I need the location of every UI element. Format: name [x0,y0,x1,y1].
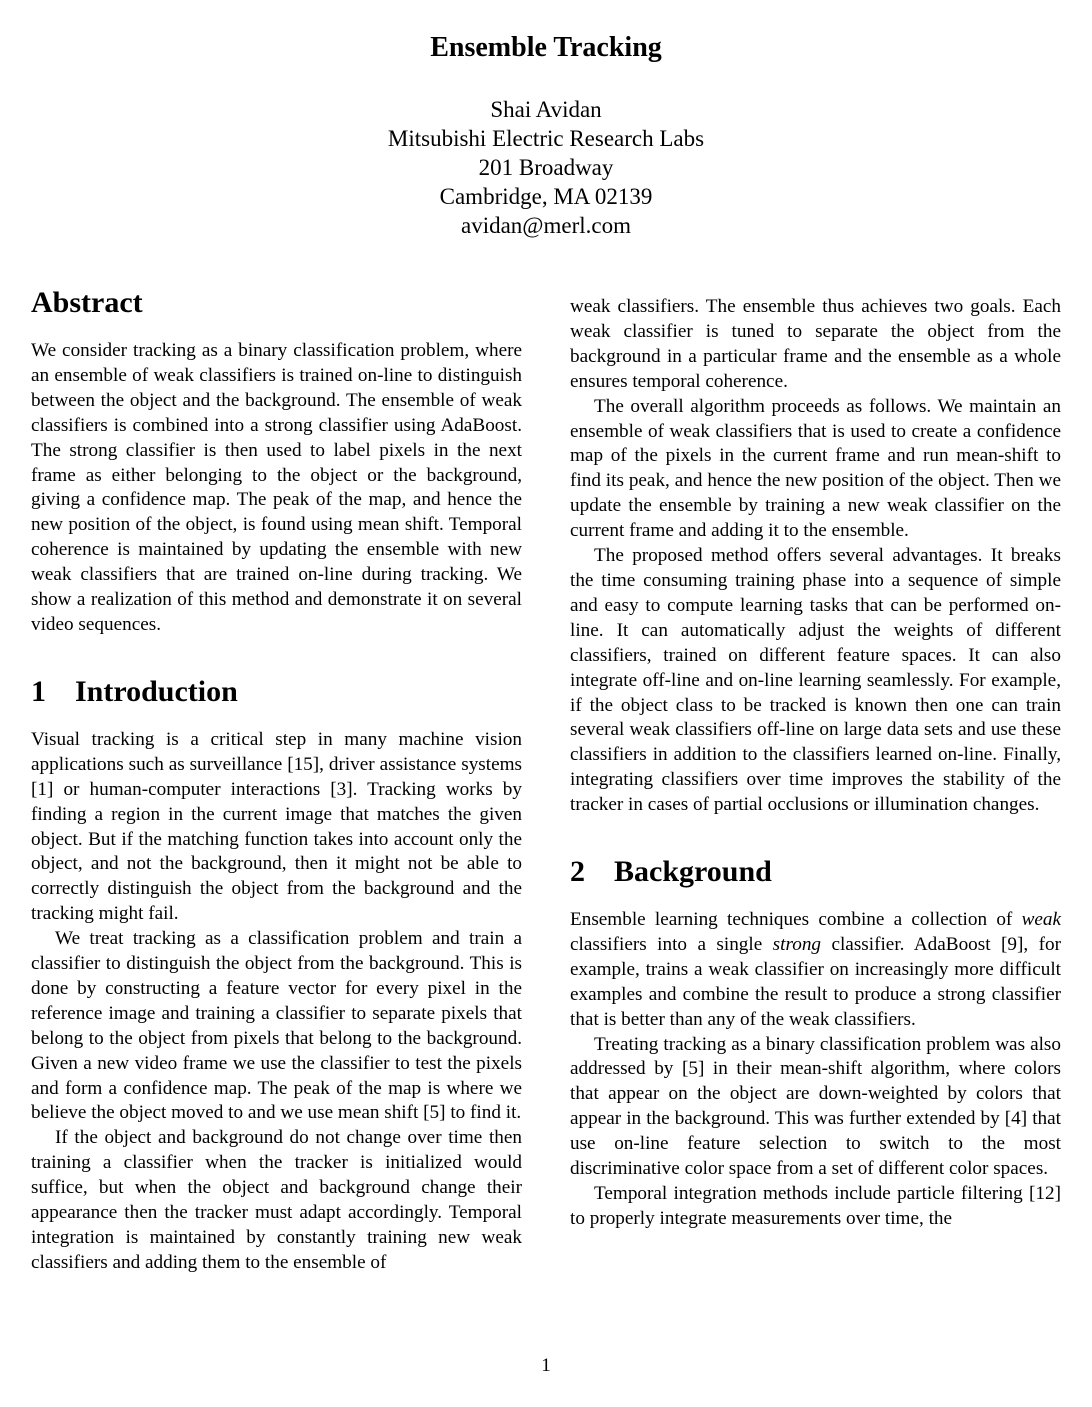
abstract-text: We consider tracking as a binary classification problem, where an ensemble of weak classifiers is trained on-line to distinguish between the object and the background. The ensemble of weak classifiers is combined into a strong classifier using AdaBoost. The strong classifier is then used to label pixels in the next frame as either belonging to the object or the background, giving a confidence map. The peak of the map, and hence the new position of the object, is found using mean shift. Temporal coherence is maintained by updating the ensemble with new weak classifiers that are trained on-line during tracking. We show a realization of this method and demonstrate it on several video sequences. [31,340,522,635]
background-paragraph-2: Treating tracking as a binary classification problem was also addressed by [5] in their mean-shift algorithm, where colors that appear on the object are down-weighted by colors that appear in the background. This was further extended by [4] that use on-line feature selection to switch to the most discriminative color space from a set of different color spaces. [570,1033,1061,1180]
intro-paragraph-3-continued: weak classifiers. The ensemble thus achieves two goals. Each weak classifier is tuned to separate the object from the background in a particular frame and the ensemble as a whole ensures temporal coherence. [570,296,1061,392]
author-street: 201 Broadway [478,155,614,180]
author-name: Shai Avidan [490,97,602,122]
text-run: Ensemble learning techniques combine a collection of [570,909,1022,931]
page-number: 1 [541,1355,551,1376]
section-title: Introduction [75,674,238,708]
text-run: classifiers into a single [570,933,773,955]
section-number: 2 [570,855,585,889]
background-heading [570,852,1061,892]
emphasis-strong: strong [772,933,822,955]
emphasis-weak: weak [1021,909,1061,931]
section-number: 1 [31,674,46,708]
intro-paragraph-5: The proposed method offers several advantages. It breaks the time consuming training phase into a sequence of simple and easy to compute learning tasks that can be performed on-line. It can automatically adjust the weights of different classifiers, trained on different feature spaces. It can also integrate off-line and on-line learning seamlessly. For example, if the object class to be tracked is known then one can train several weak classifiers off-line on large data sets and use these classifiers in addition to the classifiers learned on-line. Finally, integrating classifiers over time improves the stability of the tracker in cases of partial occlusions or illumination changes. [570,545,1061,816]
intro-paragraph-1: Visual tracking is a critical step in many machine vision applications such as surveillance [15], driver assistance systems [1] or human-computer interactions [3]. Tracking works by finding a region in the current image that matches the given object. But if the matching function takes into account only the object, and not the background, then it might not be able to correctly distinguish the object from the background and the tracking might fail. [31,728,522,925]
right-column [570,295,1061,1232]
abstract-heading: Abstract [31,286,143,319]
paper-title: Ensemble Tracking [430,32,662,63]
section-title: Background [614,855,772,889]
text-run: classifier. AdaBoost [9], for example, trains a weak classifier on increasingly more difficult examples and combine the result to produce a strong classifier that is better than any of the weak classifiers. [570,933,1061,1030]
author-email: avidan@merl.com [461,213,631,238]
author-city: Cambridge, MA 02139 [439,184,653,209]
author-affiliation: Mitsubishi Electric Research Labs [387,126,705,151]
intro-paragraph-4: The overall algorithm proceeds as follows. We maintain an ensemble of weak classifiers that is used to create a confidence map of the pixels in the current frame and run mean-shift to find its peak, and hence the new position of the object. Then we update the ensemble by training a new weak classifier on the current frame and adding it to the ensemble. [570,395,1061,542]
author-block [0,95,1092,240]
introduction-heading [31,672,522,712]
intro-paragraph-3: If the object and background do not change over time then training a classifier when the tracker is initialized would suffice, but when the object and background change their appearance then the tracker must adapt accordingly. Temporal integration is maintained by constantly training new weak classifiers and adding them to the ensemble of [31,1127,522,1273]
left-column [31,283,522,1276]
background-paragraph-3: Temporal integration methods include particle filtering [12] to properly integrate measurements over time, the [570,1183,1061,1229]
background-paragraph-1 [570,908,1061,1033]
intro-paragraph-2: We treat tracking as a classification problem and train a classifier to distinguish the object from the background. This is done by constructing a feature vector for every pixel in the reference image and training a classifier to separate pixels that belong to the object from pixels that belong to the background. Given a new video frame we use the classifier to test the pixels and form a confidence map. The peak of the map is where we believe the object moved to and we use mean shift [5] to find it. [31,928,522,1124]
